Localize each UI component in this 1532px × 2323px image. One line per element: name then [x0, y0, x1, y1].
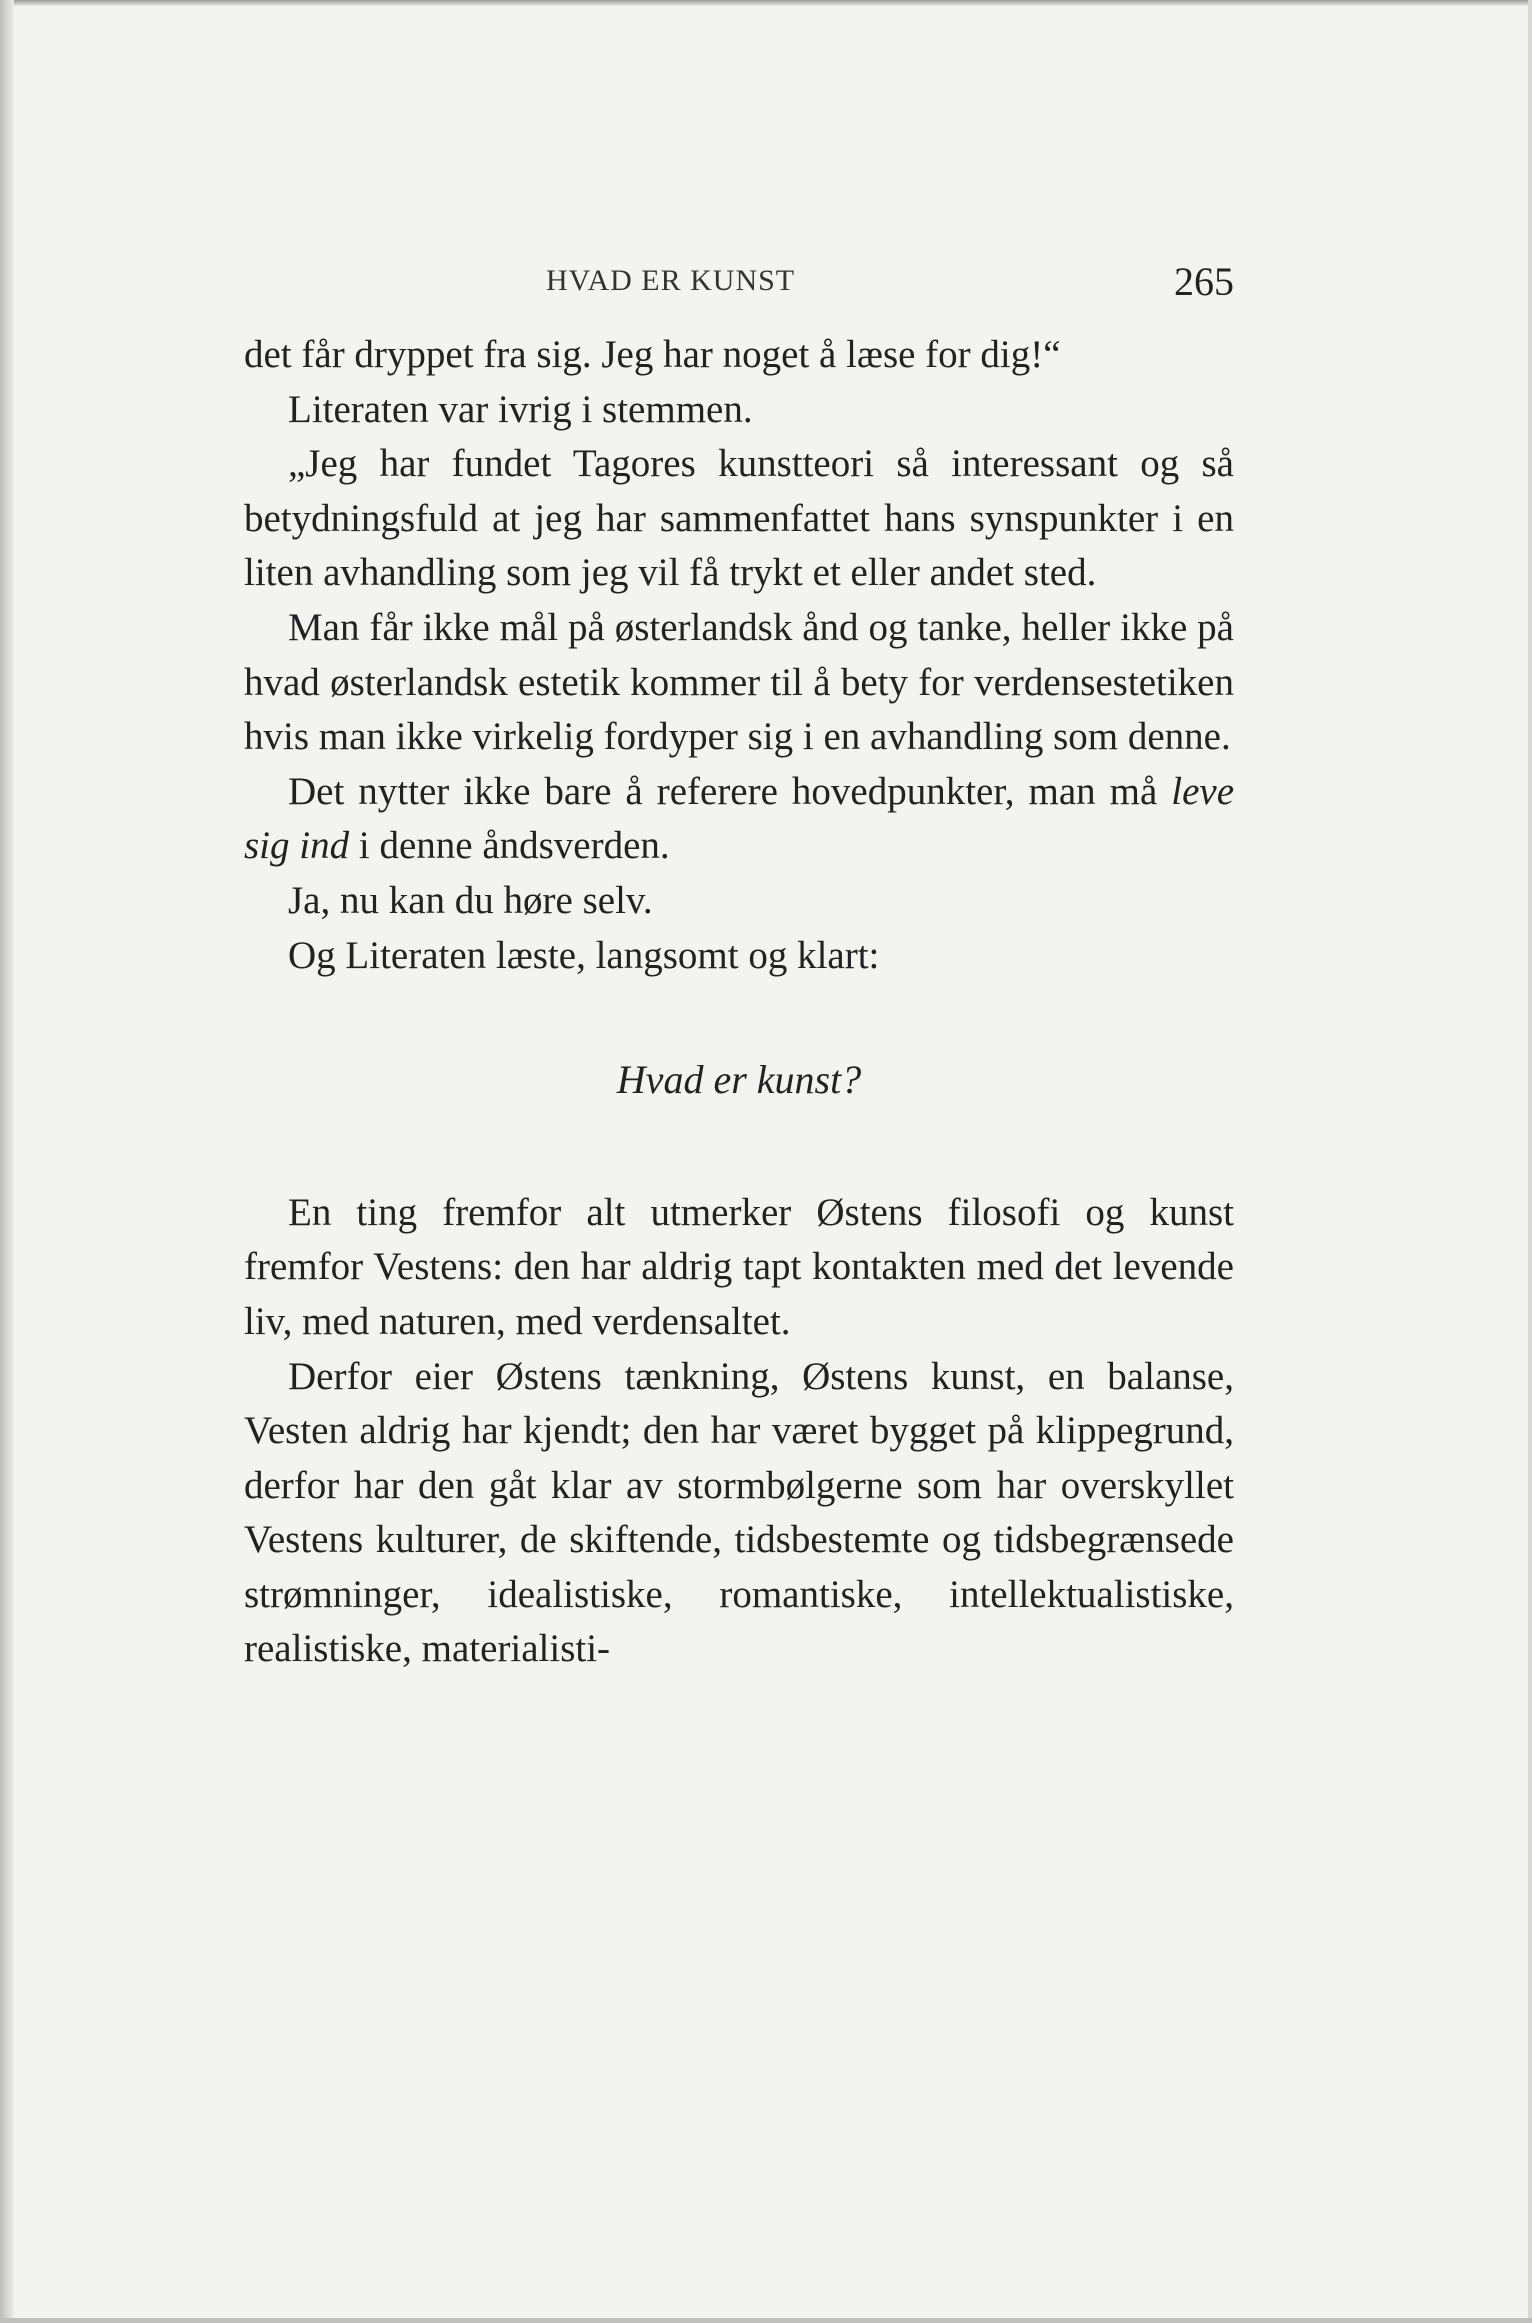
scan-edge-bottom [0, 2318, 1532, 2323]
book-page [244, 258, 1234, 1677]
scan-edge-left [0, 0, 14, 2323]
paragraph: En ting fremfor alt utmerker Østens filosofi og kunst fremfor Vestens: den har aldrig tapt kontakten med det levende liv, med naturen, med verdensaltet. [244, 1190, 1234, 1343]
scan-edge-right [1528, 0, 1532, 2323]
paragraph: det får dryppet fra sig. Jeg har noget å læse for dig!“ [244, 333, 1061, 376]
body-text [244, 328, 1234, 1677]
scan-edge-top [0, 0, 1532, 6]
paragraph: Og Literaten læste, langsomt og klart: [288, 933, 880, 977]
paragraph: Man får ikke mål på østerlandsk ånd og tanke, heller ikke på hvad østerlandsk estetik kommer til å bety for verdensestetiken hvis man ikke virkelig fordyper sig i en avhandling som denne. [244, 605, 1234, 759]
running-head [244, 258, 1234, 310]
paragraph: Ja, nu kan du høre selv. [288, 878, 653, 922]
text-run: Det nytter ikke bare å referere hovedpunkter, man må [288, 769, 1172, 813]
running-title: HVAD ER KUNST [546, 264, 796, 297]
emphasis-text: leve sig ind [244, 769, 1234, 868]
section-title: Hvad er kunst? [616, 1057, 862, 1103]
page-number: 265 [1174, 259, 1234, 304]
paragraph-with-emphasis [244, 765, 1234, 874]
text-run: i denne åndsverden. [349, 824, 670, 868]
paragraph: „Jeg har fundet Tagores kunstteori så interessant og så betydningsfuld at jeg har sammenfattet hans synspunkter i en liten avhandling som jeg vil få trykt et eller andet sted. [244, 442, 1234, 595]
paragraph: Literaten var ivrig i stemmen. [288, 387, 753, 431]
paragraph: Derfor eier Østens tænkning, Østens kunst, en balanse, Vesten aldrig har kjendt; den har været bygget på klippegrund, derfor har den gåt klar av stormbølgerne som har overskyllet Vestens kulturer, de skiftende, tidsbestemte og tidsbegrænsede strømninger, idealistiske, romantiske, intellektualistiske, realistiske, materialisti- [244, 1354, 1234, 1671]
